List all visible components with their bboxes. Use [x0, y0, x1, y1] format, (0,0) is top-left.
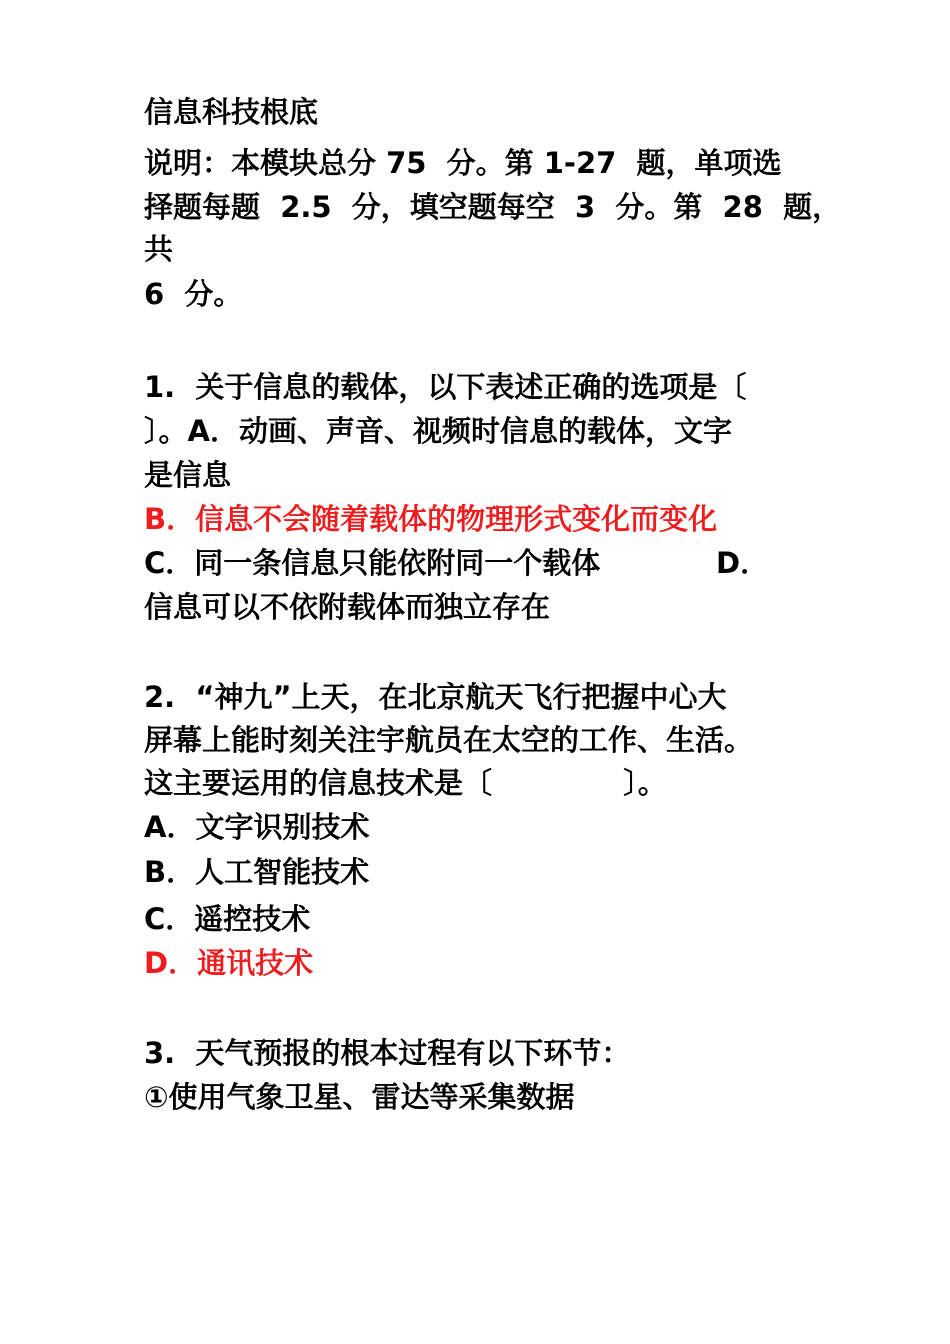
- q2-option-b: B．人工智能技术: [144, 855, 370, 889]
- q3-step-1: ①使用气象卫星、雷达等采集数据: [144, 1080, 575, 1114]
- intro-line-4: 6 分。: [144, 277, 243, 311]
- q2-option-a: A．文字识别技术: [144, 810, 370, 844]
- intro-line-3: 共: [144, 232, 174, 266]
- q1-stem-line-1: 1. 关于信息的载体，以下表述正确的选项是〔: [144, 370, 747, 404]
- q1-option-d-label: D．: [716, 546, 770, 580]
- q1-stem-line-2: 〕。A．动画、声音、视频时信息的载体，文字: [144, 414, 732, 448]
- document-title: 信息科技根底: [144, 95, 319, 129]
- q2-option-d-answer: D．通讯技术: [144, 946, 314, 980]
- q1-stem-line-3: 是信息: [144, 458, 232, 492]
- q2-stem-line-3: 这主要运用的信息技术是〔 〕。: [144, 766, 667, 800]
- q1-option-b-answer: B．信息不会随着载体的物理形式变化而变化: [144, 502, 718, 536]
- q2-stem-line-1: 2. “神九”上天，在北京航天飞行把握中心大: [144, 680, 727, 714]
- intro-line-2: 择题每题 2.5 分，填空题每空 3 分。第 28 题，: [144, 190, 842, 224]
- q2-stem-line-2: 屏幕上能时刻关注宇航员在太空的工作、生活。: [144, 723, 754, 757]
- q2-option-c: C．遥控技术: [144, 902, 311, 936]
- intro-line-1: 说明：本模块总分 75 分。第 1-27 题，单项选: [144, 146, 782, 180]
- q1-option-c: C．同一条信息只能依附同一个载体: [144, 546, 601, 580]
- q3-stem: 3. 天气预报的根本过程有以下环节：: [144, 1036, 631, 1070]
- q1-option-d-text: 信息可以不依附载体而独立存在: [144, 590, 551, 624]
